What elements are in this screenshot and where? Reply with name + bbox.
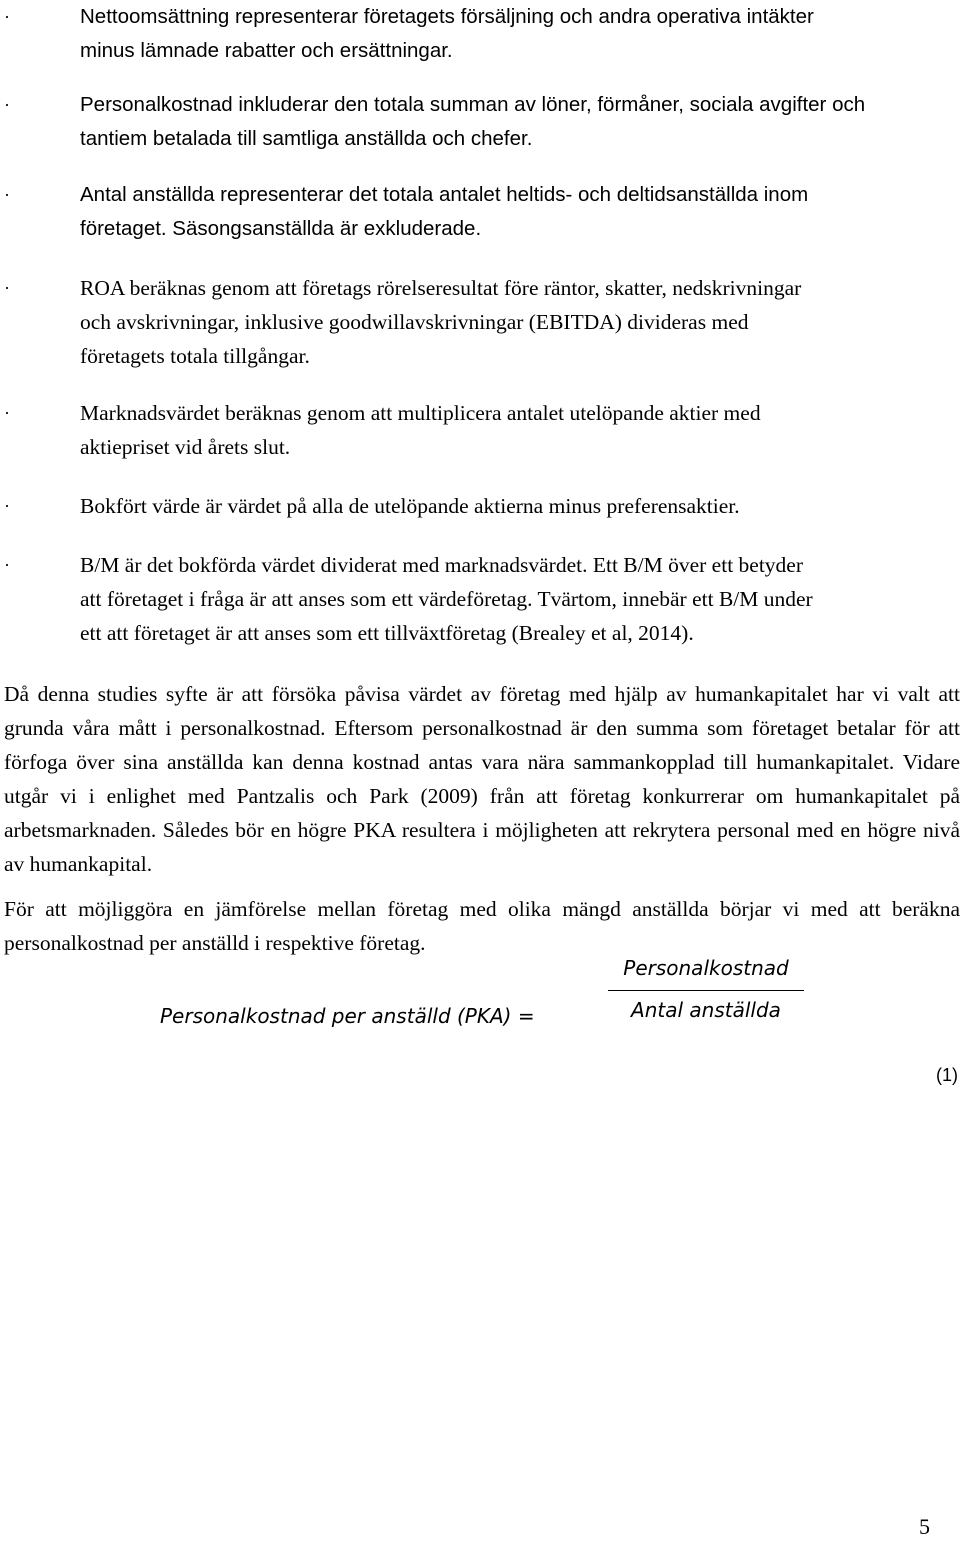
equation-number: (1) bbox=[936, 1065, 958, 1085]
body-paragraph: För att möjliggöra en jämförelse mellan företag med olika mängd anställda börjar vi med att beräkna personalkostnad per anställd i respektive företag. bbox=[4, 897, 960, 955]
bullet-marker: · bbox=[4, 7, 10, 27]
bullet-marker: · bbox=[4, 278, 10, 298]
body-paragraph: Då denna studies syfte är att försöka påvisa värdet av företag med hjälp av humankapitalet har vi valt att grunda våra mått i personalkostnad. Eftersom personalkostnad är den summa som företaget betalar för att förfoga över sina anställda kan denna kostnad antas vara nära sammankopplad till humankapitalet. Vidare utgår vi i enlighet med Pantzalis och Park (2009) från att företag konkurrerar om humankapitalet på arbetsmarknaden. Således bör en högre PKA resultera i möjligheten att rekrytera personal med en högre nivå av humankapital. bbox=[4, 682, 960, 876]
bullet-marker: · bbox=[4, 496, 10, 516]
bullet-marker: · bbox=[4, 555, 10, 575]
bullet-text: Bokfört värde är värdet på alla de utelöpande aktierna minus preferensaktier. bbox=[80, 494, 740, 518]
formula-denominator: Antal anställda bbox=[631, 998, 781, 1022]
bullet-marker: · bbox=[4, 403, 10, 423]
bullet-marker: · bbox=[4, 185, 10, 205]
fraction-bar bbox=[608, 990, 804, 991]
formula-numerator: Personalkostnad bbox=[623, 956, 789, 980]
formula-fraction bbox=[608, 955, 804, 1023]
page-number: 5 bbox=[919, 1514, 930, 1539]
bullet-text: ROA beräknas genom att företags rörelseresultat före räntor, skatter, nedskrivningar och avskrivningar, inklusive goodwillavskrivningar (EBITDA) divideras med företagets totala tillgångar. bbox=[80, 276, 802, 368]
bullet-text: B/M är det bokförda värdet dividerat med marknadsvärdet. Ett B/M över ett betyder att företaget i fråga är att anses som ett värdeföretag. Tvärtom, innebär ett B/M under ett att företaget är att anses som ett tillväxtföretag (Brealey et al, 2014). bbox=[80, 553, 813, 645]
formula-lhs: Personalkostnad per anställd (PKA) = bbox=[160, 1004, 535, 1028]
bullet-marker: · bbox=[4, 95, 10, 115]
bullet-text: Antal anställda representerar det totala antalet heltids- och deltidsanställda inom företaget. Säsongsanställda är exkluderade. bbox=[80, 183, 809, 240]
bullet-text: Nettoomsättning representerar företagets försäljning och andra operativa intäkter minus lämnade rabatter och ersättningar. bbox=[80, 5, 814, 62]
bullet-text: Personalkostnad inkluderar den totala summan av löner, förmåner, sociala avgifter och tantiem betalada till samtliga anställda och chefer. bbox=[80, 93, 866, 150]
bullet-text: Marknadsvärdet beräknas genom att multiplicera antalet utelöpande aktier med aktiepriset vid årets slut. bbox=[80, 401, 761, 459]
